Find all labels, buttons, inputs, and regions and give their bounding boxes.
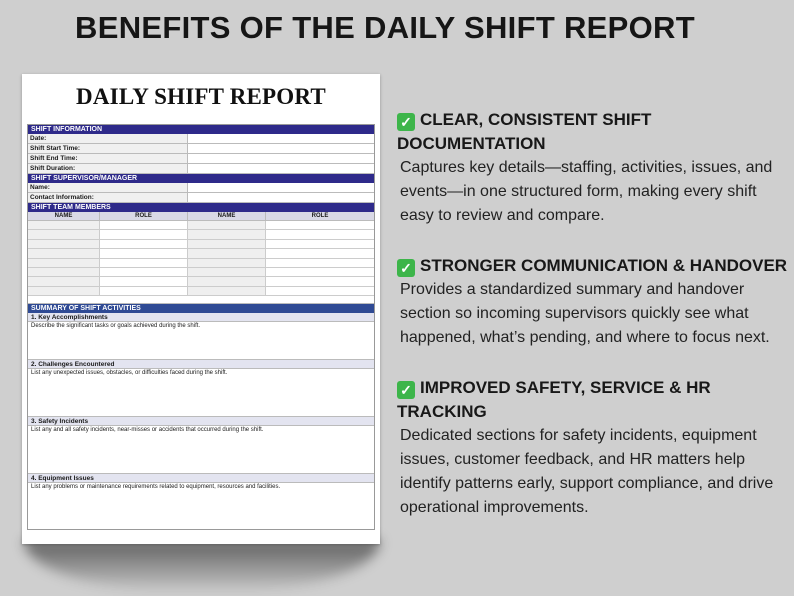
field-value[interactable] [188,134,374,143]
team-column-headers [28,212,374,221]
summary-header: SUMMARY OF SHIFT ACTIVITIES [28,304,374,313]
page-headline: BENEFITS OF THE DAILY SHIFT REPORT [75,10,695,45]
team-col-name: NAME [188,212,266,220]
check-icon: ✓ [397,113,415,131]
benefit-description: Provides a standardized summary and handover section so incoming supervisors quickly see what happened, what’s pending, and where to focus next. [400,281,770,346]
summary-item-title: 4. Equipment Issues [28,474,374,483]
summary-item-field[interactable]: List any and all safety incidents, near-misses or accidents that occurred during the shift. [28,426,374,474]
field-row [28,164,374,174]
team-header: SHIFT TEAM MEMBERS [28,203,374,212]
report-title: DAILY SHIFT REPORT [76,84,326,109]
table-row[interactable] [28,268,374,277]
benefit-item [397,376,789,520]
table-row[interactable] [28,277,374,286]
report-form [27,124,375,530]
field-label: Contact Information: [28,193,188,202]
summary-item-title: 3. Safety Incidents [28,417,374,426]
document-shadow [24,540,380,590]
divider [28,296,374,304]
field-label: Shift Start Time: [28,144,188,153]
field-value[interactable] [188,193,374,202]
check-icon: ✓ [397,381,415,399]
field-label: Date: [28,134,188,143]
benefit-item [397,108,789,228]
report-document [22,74,380,544]
field-label: Name: [28,183,188,192]
benefit-description: Dedicated sections for safety incidents, equipment issues, customer feedback, and HR matters help identify patterns early, support compliance, and drive operational improvements. [400,427,774,516]
summary-item-field[interactable]: List any problems or maintenance requirements related to equipment, resources and facilities. [31,484,281,491]
field-row [28,154,374,164]
table-row[interactable] [28,259,374,268]
benefit-title: IMPROVED SAFETY, SERVICE & HR TRACKING [397,378,711,421]
shift-info-header: SHIFT INFORMATION [28,125,374,134]
supervisor-header: SHIFT SUPERVISOR/MANAGER [28,174,374,183]
field-value[interactable] [188,144,374,153]
field-row [28,134,374,144]
field-value[interactable] [188,164,374,173]
field-label: Shift Duration: [28,164,188,173]
benefit-title: CLEAR, CONSISTENT SHIFT DOCUMENTATION [397,110,652,153]
summary-item-field[interactable]: List any unexpected issues, obstacles, or difficulties faced during the shift. [28,369,374,417]
table-row[interactable] [28,221,374,230]
field-label: Shift End Time: [28,154,188,163]
table-row[interactable] [28,249,374,258]
summary-item-field[interactable]: Describe the significant tasks or goals achieved during the shift. [28,322,374,360]
benefits-list [397,108,789,520]
team-col-role: ROLE [100,212,188,220]
benefit-description: Captures key details—staffing, activities, issues, and events—in one structured form, making every shift easy to review and compare. [400,159,773,224]
benefit-item [397,254,789,350]
check-icon: ✓ [397,259,415,277]
table-row[interactable] [28,240,374,249]
field-row [28,183,374,193]
team-col-name: NAME [28,212,100,220]
summary-item-title: 2. Challenges Encountered [28,360,374,369]
table-row[interactable] [28,230,374,239]
summary-item-title: 1. Key Accomplishments [28,313,374,322]
table-row[interactable] [28,287,374,296]
benefit-title: STRONGER COMMUNICATION & HANDOVER [420,256,788,275]
field-row [28,144,374,154]
field-value[interactable] [188,154,374,163]
team-col-role: ROLE [311,213,329,219]
field-row [28,193,374,203]
field-value[interactable] [188,183,374,192]
